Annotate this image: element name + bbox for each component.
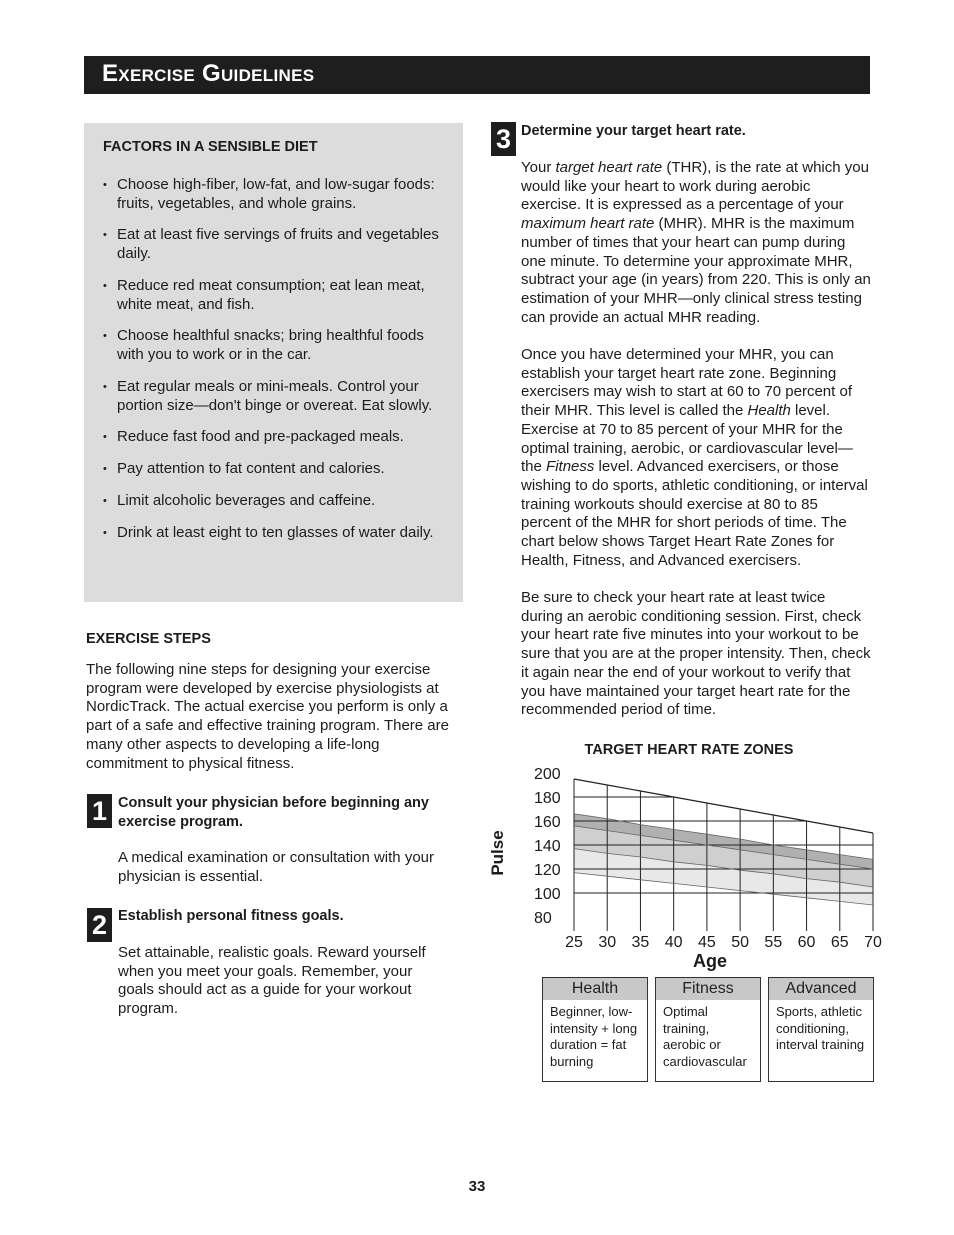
list-item: • Reduce red meat consumption; eat lean meat, white meat, and fish. bbox=[103, 277, 443, 314]
step-2-body: Set attainable, realistic goals. Reward yourself when you meet your goals. Remember, your goals should act as a guide for your workout program. bbox=[118, 944, 426, 1018]
step-2-title: Establish personal fitness goals. bbox=[118, 908, 344, 924]
x-tick-label: 70 bbox=[864, 934, 882, 951]
y-tick-label: 140 bbox=[534, 838, 561, 855]
list-item: • Limit alcoholic beverages and caffeine. bbox=[103, 492, 443, 511]
step-3-paragraph-1: Your target heart rate (THR), is the rate at which you would like your heart to work during aerobic exercise. It is expressed as a percentage of your maximum heart rate (MHR). MHR is the maximum number of times that your heart can pump during one minute. To determine your approximate MHR, subtract your age (in years) from 220. This is only an estimation of your MHR—only clinical stress testing can provide an actual MHR reading. bbox=[521, 159, 871, 326]
x-tick-label: 25 bbox=[565, 934, 583, 951]
step-2-number: 2 bbox=[87, 908, 112, 942]
y-axis-label: Pulse bbox=[488, 830, 507, 876]
zone-fitness bbox=[655, 977, 761, 1082]
y-tick-label: 100 bbox=[534, 886, 561, 903]
diet-box bbox=[84, 123, 463, 602]
x-tick-label: 45 bbox=[697, 934, 716, 951]
x-tick-label: 65 bbox=[830, 934, 849, 951]
page-title: Exercise Guidelines bbox=[102, 60, 315, 87]
list-item: • Eat regular meals or mini-meals. Control your portion size—don't binge or overeat. Eat slowly. bbox=[103, 378, 443, 415]
step-3-paragraph-2: Once you have determined your MHR, you can establish your target heart rate zone. Beginning exercisers may wish to start at 60 to 70 percent of their MHR. This level is called the Health level. Exercise at 70 to 85 percent of your MHR for the optimal training, aerobic, or cardiovascular level—the Fitness level. Advanced exercisers, or those wishing to do sports, athletic conditioning, or interval training workouts should exercise at 80 to 85 percent of the MHR for short periods of time. The chart below shows Target Heart Rate Zones for Health, Fitness, and Advanced exercisers. bbox=[521, 346, 868, 569]
step-1-title: Consult your physician before beginning any exercise program. bbox=[118, 795, 429, 830]
list-item: • Eat at least five servings of fruits and vegetables daily. bbox=[103, 226, 443, 263]
x-tick-label: 60 bbox=[797, 934, 816, 951]
heart-rate-chart bbox=[470, 742, 890, 975]
y-tick-label: 80 bbox=[534, 910, 552, 927]
x-tick-label: 40 bbox=[664, 934, 683, 951]
exercise-steps-heading: EXERCISE STEPS bbox=[86, 631, 211, 647]
zone-advanced-label: Advanced bbox=[769, 978, 873, 1000]
y-tick-label: 200 bbox=[534, 766, 561, 783]
x-tick-label: 55 bbox=[764, 934, 783, 951]
diet-heading: FACTORS IN A SENSIBLE DIET bbox=[103, 139, 318, 155]
step-1-body: A medical examination or consultation with your physician is essential. bbox=[118, 849, 434, 885]
y-tick-label: 120 bbox=[534, 862, 561, 879]
list-item: • Choose healthful snacks; bring healthful foods with you to work or in the car. bbox=[103, 327, 443, 364]
zone-health bbox=[542, 977, 648, 1082]
title-bar bbox=[84, 56, 870, 94]
x-tick-label: 50 bbox=[731, 934, 750, 951]
zone-health-label: Health bbox=[543, 978, 647, 1000]
list-item: • Choose high-fiber, low-fat, and low-sugar foods: fruits, vegetables, and whole grains. bbox=[103, 176, 443, 213]
exercise-steps-intro: The following nine steps for designing your exercise program were developed by exercise physiologists at NordicTrack. The actual exercise you perform is only a part of a safe and effective training program. There are many other aspects to developing a life-long commitment to physical fitness. bbox=[86, 661, 449, 772]
diet-list bbox=[103, 176, 443, 556]
zone-fitness-description: Optimal training, aerobic or cardiovascular bbox=[663, 1004, 747, 1070]
zone-health-description: Beginner, low-intensity + long duration = fat burning bbox=[550, 1004, 638, 1070]
list-item: • Pay attention to fat content and calories. bbox=[103, 460, 443, 479]
x-axis-label: Age bbox=[692, 951, 728, 971]
zone-fitness-label: Fitness bbox=[656, 978, 760, 1000]
chart-title: TARGET HEART RATE ZONES bbox=[584, 742, 794, 758]
step-3-number: 3 bbox=[491, 122, 516, 156]
x-tick-label: 35 bbox=[631, 934, 650, 951]
step-3-title: Determine your target heart rate. bbox=[521, 123, 746, 139]
page-number: 33 bbox=[468, 1178, 486, 1195]
list-item: • Reduce fast food and pre-packaged meals. bbox=[103, 428, 443, 447]
y-tick-label: 160 bbox=[534, 814, 561, 831]
step-3-paragraph-3: Be sure to check your heart rate at least twice during an aerobic conditioning session. First, check your heart rate five minutes into your workout to be sure that you are at the proper intensity. Then, check it again near the end of your workout to verify that you have maintained your target heart rate for the recommended period of time. bbox=[521, 589, 871, 719]
zone-advanced bbox=[768, 977, 874, 1082]
zone-advanced-description: Sports, athletic conditioning, interval training bbox=[776, 1004, 865, 1053]
list-item: • Drink at least eight to ten glasses of water daily. bbox=[103, 524, 443, 543]
y-tick-label: 180 bbox=[534, 790, 561, 807]
x-tick-label: 30 bbox=[598, 934, 617, 951]
step-1-number: 1 bbox=[87, 794, 112, 828]
